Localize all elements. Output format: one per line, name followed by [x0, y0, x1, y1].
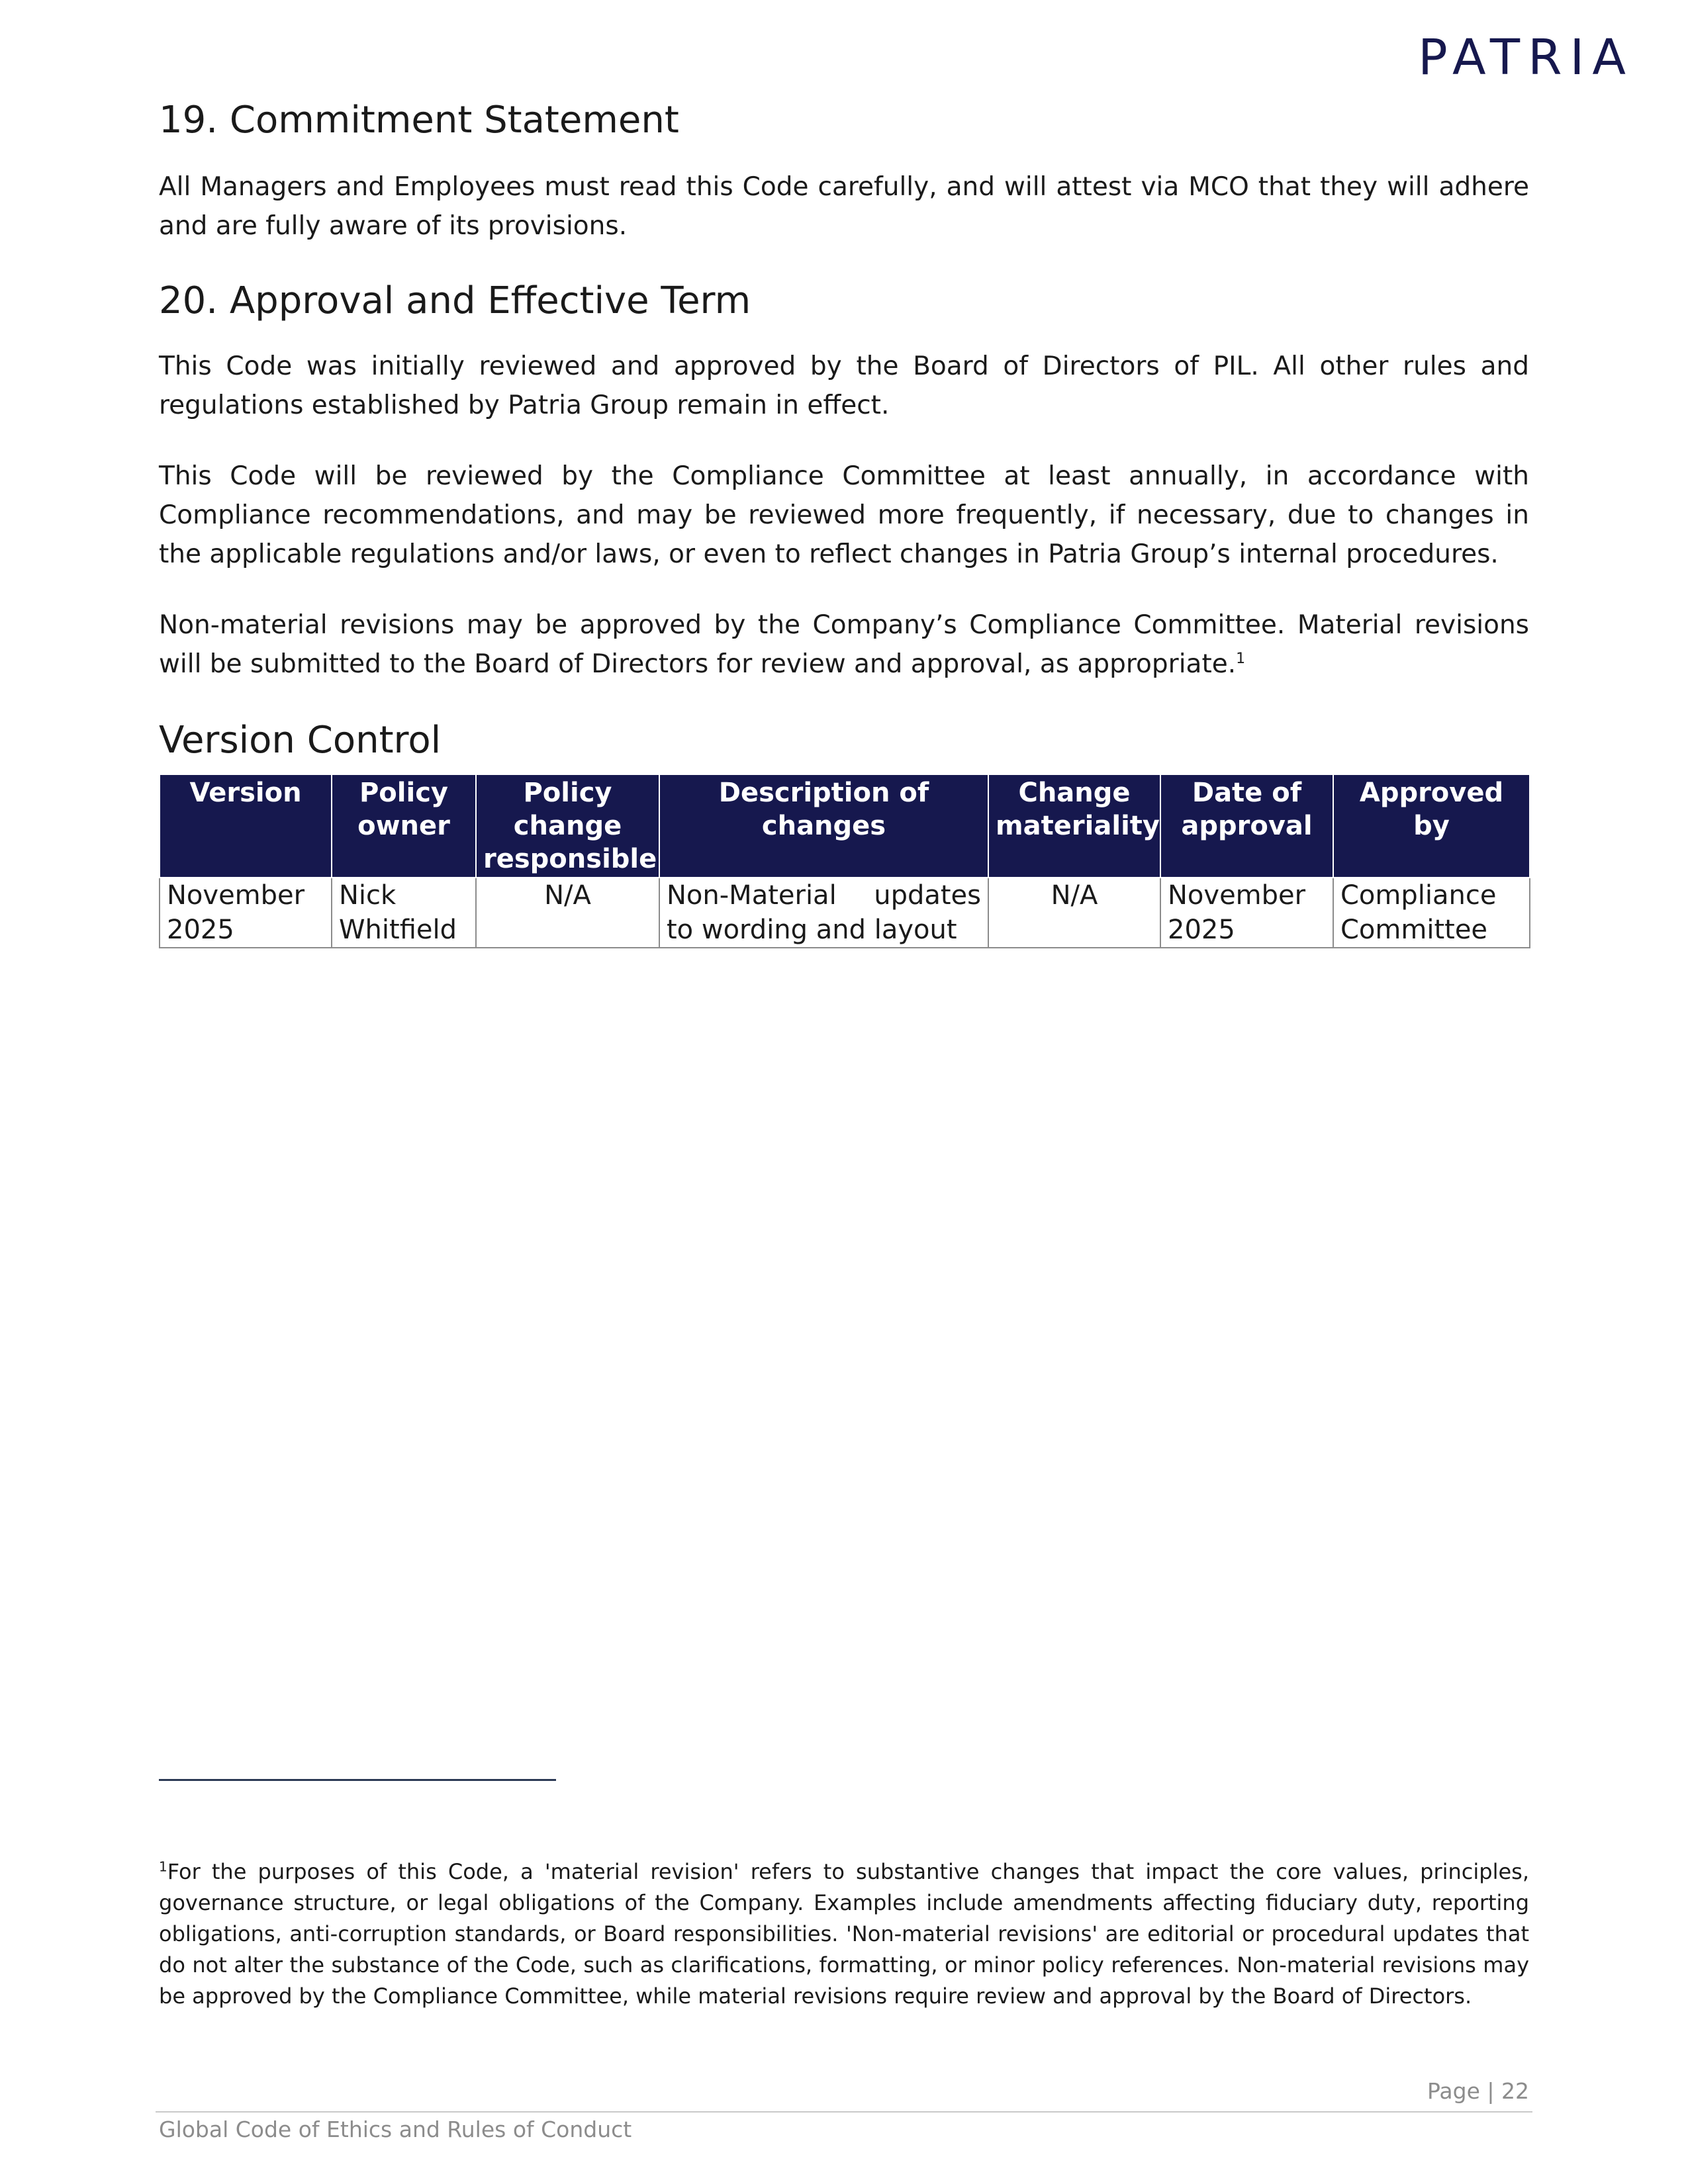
section-19-heading: 19. Commitment Statement [159, 99, 679, 142]
patria-logo: PATRIA [1418, 29, 1634, 86]
table-row [160, 878, 1530, 948]
footnote-separator [159, 1779, 556, 1781]
column-header-policy-change-responsible: Policy change responsible [476, 774, 659, 878]
section-20-paragraph-3-text: Non-material revisions may be approved by the Company’s Compliance Committee. Material revisions will be submitted to the Board of Directors for review and approval, as appropriate. [159, 610, 1529, 680]
section-20-paragraph-3 [159, 606, 1529, 684]
footer-document-title: Global Code of Ethics and Rules of Conduct [159, 2116, 632, 2142]
footnote-text: For the purposes of this Code, a 'material revision' refers to substantive changes that impact the core values, principles, governance structure, or legal obligations of the Company. Examples include amendments affecting fiduciary duty, reporting obligations, anti-corruption standards, or Board responsibilities. 'Non-material revisions' are editorial or procedural updates that do not alter the substance of the Code, such as clarifications, formatting, or minor policy references. Non-material revisions may be approved by the Compliance Committee, while material revisions require review and approval by the Board of Directors. [159, 1859, 1529, 2009]
column-header-approved-by: Approved by [1333, 774, 1530, 878]
cell-policy-owner: Nick Whitfield [332, 878, 476, 948]
cell-version: November 2025 [160, 878, 332, 948]
section-20-paragraph-2: This Code will be reviewed by the Compliance Committee at least annually, in accordance with Compliance recommendations, and may be reviewed more frequently, if necessary, due to changes in the applicable regulations and/or laws, or even to reflect changes in Patria Group’s internal procedures. [159, 461, 1529, 570]
column-header-version: Version [160, 774, 332, 878]
section-20-heading: 20. Approval and Effective Term [159, 279, 751, 323]
footnote [159, 1856, 1529, 2012]
section-20-paragraph-1: This Code was initially reviewed and approved by the Board of Directors of PIL. All other rules and regulations established by Patria Group remain in effect. [159, 351, 1529, 421]
column-header-description: Description of changes [659, 774, 988, 878]
column-header-change-materiality: Change materiality [988, 774, 1160, 878]
column-header-policy-owner: Policy owner [332, 774, 476, 878]
page-content [159, 98, 1529, 948]
table-header-row [160, 774, 1530, 878]
page-number: Page | 22 [1427, 2078, 1529, 2104]
cell-approved-by: Compliance Committee [1333, 878, 1530, 948]
footnote-reference[interactable]: 1 [1236, 651, 1246, 668]
version-control-table [159, 774, 1530, 948]
footer-divider [156, 2111, 1532, 2113]
cell-description: Non-Material updates to wording and layout [659, 878, 988, 948]
column-header-date-of-approval: Date of approval [1160, 774, 1333, 878]
cell-change-materiality: N/A [988, 878, 1160, 948]
section-19-paragraph: All Managers and Employees must read this Code carefully, and will attest via MCO that they will adhere and are fully aware of its provisions. [159, 172, 1529, 242]
cell-policy-change-responsible: N/A [476, 878, 659, 948]
cell-date-of-approval: November 2025 [1160, 878, 1333, 948]
version-control-heading: Version Control [159, 719, 442, 762]
footnote-marker: 1 [159, 1858, 167, 1875]
